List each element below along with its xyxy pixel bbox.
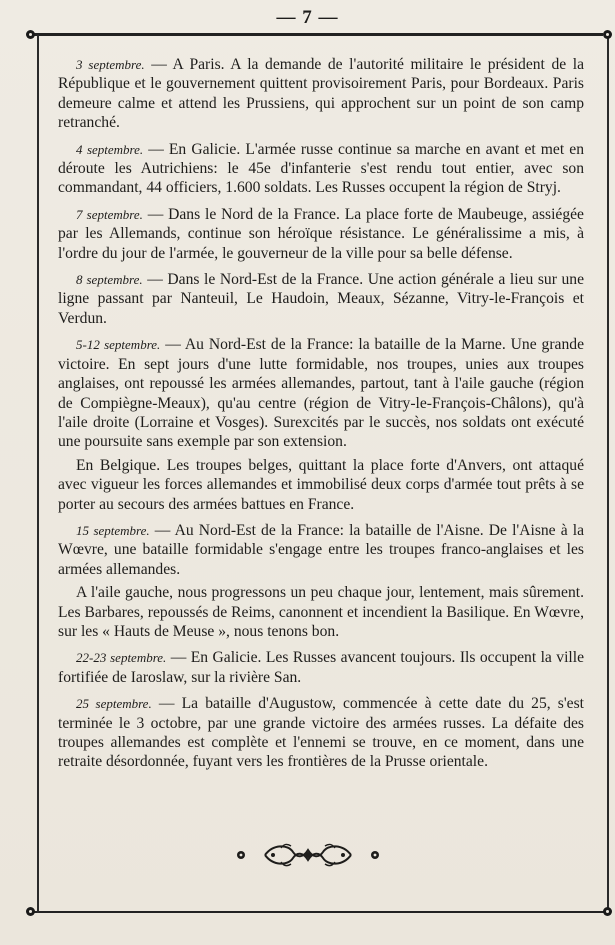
entry-date: 5-12 septembre. (76, 337, 161, 353)
page-number: — 7 — (276, 7, 339, 28)
entry-paragraph (58, 648, 584, 687)
entry-date: 3 septembre. (76, 57, 145, 72)
entry-paragraph (58, 205, 584, 263)
entry-body: — Dans le Nord-Est de la France. Une action générale a lieu sur une ligne passant par Nanteuil, Le Haudoin, Meaux, Sézanne, Vitry-le-François et Verdun. (58, 271, 584, 327)
entry-date: 7 septembre. (76, 206, 143, 222)
entry-body: En Belgique. Les troupes belges, quittant la place forte d'Anvers, ont attaqué avec vigueur les forces allemandes et immobilisé deux corps d'armée tout prêts à se porter au secours des armées battues en France. (58, 456, 584, 513)
entry-body: — La bataille d'Augustow, commencée à cette date du 25, s'est terminée le 3 octobre, par une grande victoire des armées russes. La défaite des troupes allemandes est complète et l'ennemi se trouve, en ce moment, dans une retraite désordonnée, fuyant vers les frontières de la Prusse orientale. (58, 695, 584, 771)
corner-ornament-icon (26, 907, 35, 916)
entry-paragraph (58, 335, 584, 451)
entry-paragraph (58, 583, 584, 641)
entry-body: — A Paris. A la demande de l'autorité militaire le président de la République et le gouvernement quittent provisoirement Paris, pour Bordeaux. Paris demeure calme et attend les Prussiens, qui approchent sur un point de son camp retranché. (58, 56, 584, 132)
frame-border-bottom (30, 911, 605, 913)
entry-body: — Au Nord-Est de la France: la bataille de l'Aisne. De l'Aisne à la Wœvre, une bataille formidable s'engage entre les troupes franco-anglaises et les armées allemandes. (58, 521, 584, 578)
entry-date: 25 septembre. (76, 696, 152, 712)
entry-body: — Au Nord-Est de la France: la bataille de la Marne. Une grande victoire. En sept jours d'une lutte formidable, nos troupes, unies aux troupes anglaises, ont repoussé les armées allemandes, partout, tant à l'aile gauche (région de Compiègne-Meaux), qu'au centre (région de Vitry-le-François-Châlons), qu'à l'aile droite (Lorraine et Vosges). Surexcités par le succès, nos soldats ont exécuté une poursuite sans exemple par son extension. (58, 336, 584, 451)
entry-paragraph (58, 55, 584, 133)
entry-date: 22-23 septembre. (76, 650, 167, 666)
entry-paragraph (58, 140, 584, 198)
chronicle-text (58, 55, 584, 779)
entry-paragraph (58, 694, 584, 772)
corner-ornament-icon (26, 30, 35, 39)
frame-border-top (30, 33, 603, 36)
corner-ornament-icon (603, 30, 612, 39)
frame-border-left (37, 35, 39, 913)
entry-paragraph (58, 456, 584, 514)
entry-date: 15 septembre. (76, 522, 150, 538)
floral-vignette-icon (0, 838, 615, 877)
entry-body: — En Galicie. Les Russes avancent toujours. Ils occupent la ville fortifiée de Iaroslaw, sur la rivière San. (58, 649, 584, 686)
entry-body: A l'aile gauche, nous progressons un peu chaque jour, lentement, mais sûrement. Les Barbares, repoussés de Reims, canonnent et incendient la Basilique. En Wœvre, sur les « Hauts de Meuse », nous tenons bon. (58, 584, 584, 640)
entry-date: 8 septembre. (76, 272, 143, 288)
entry-paragraph (58, 521, 584, 579)
entry-date: 4 septembre. (76, 141, 144, 157)
entry-body: — Dans le Nord de la France. La place forte de Maubeuge, assiégée par les Allemands, continue son héroïque résistance. Le généralissime a mis, à l'ordre du jour de l'armée, le gouverneur de la ville pour sa belle défense. (58, 205, 584, 262)
frame-border-right (607, 35, 609, 913)
corner-ornament-icon (603, 907, 612, 916)
entry-body: — En Galicie. L'armée russe continue sa marche en avant et met en déroute les Autrichiens: le 45e d'infanterie s'est rendu tout entier, avec son commandant, 44 officiers, 1.600 soldats. Les Russes occupent la région de Stryj. (58, 140, 584, 197)
entry-paragraph (58, 270, 584, 328)
